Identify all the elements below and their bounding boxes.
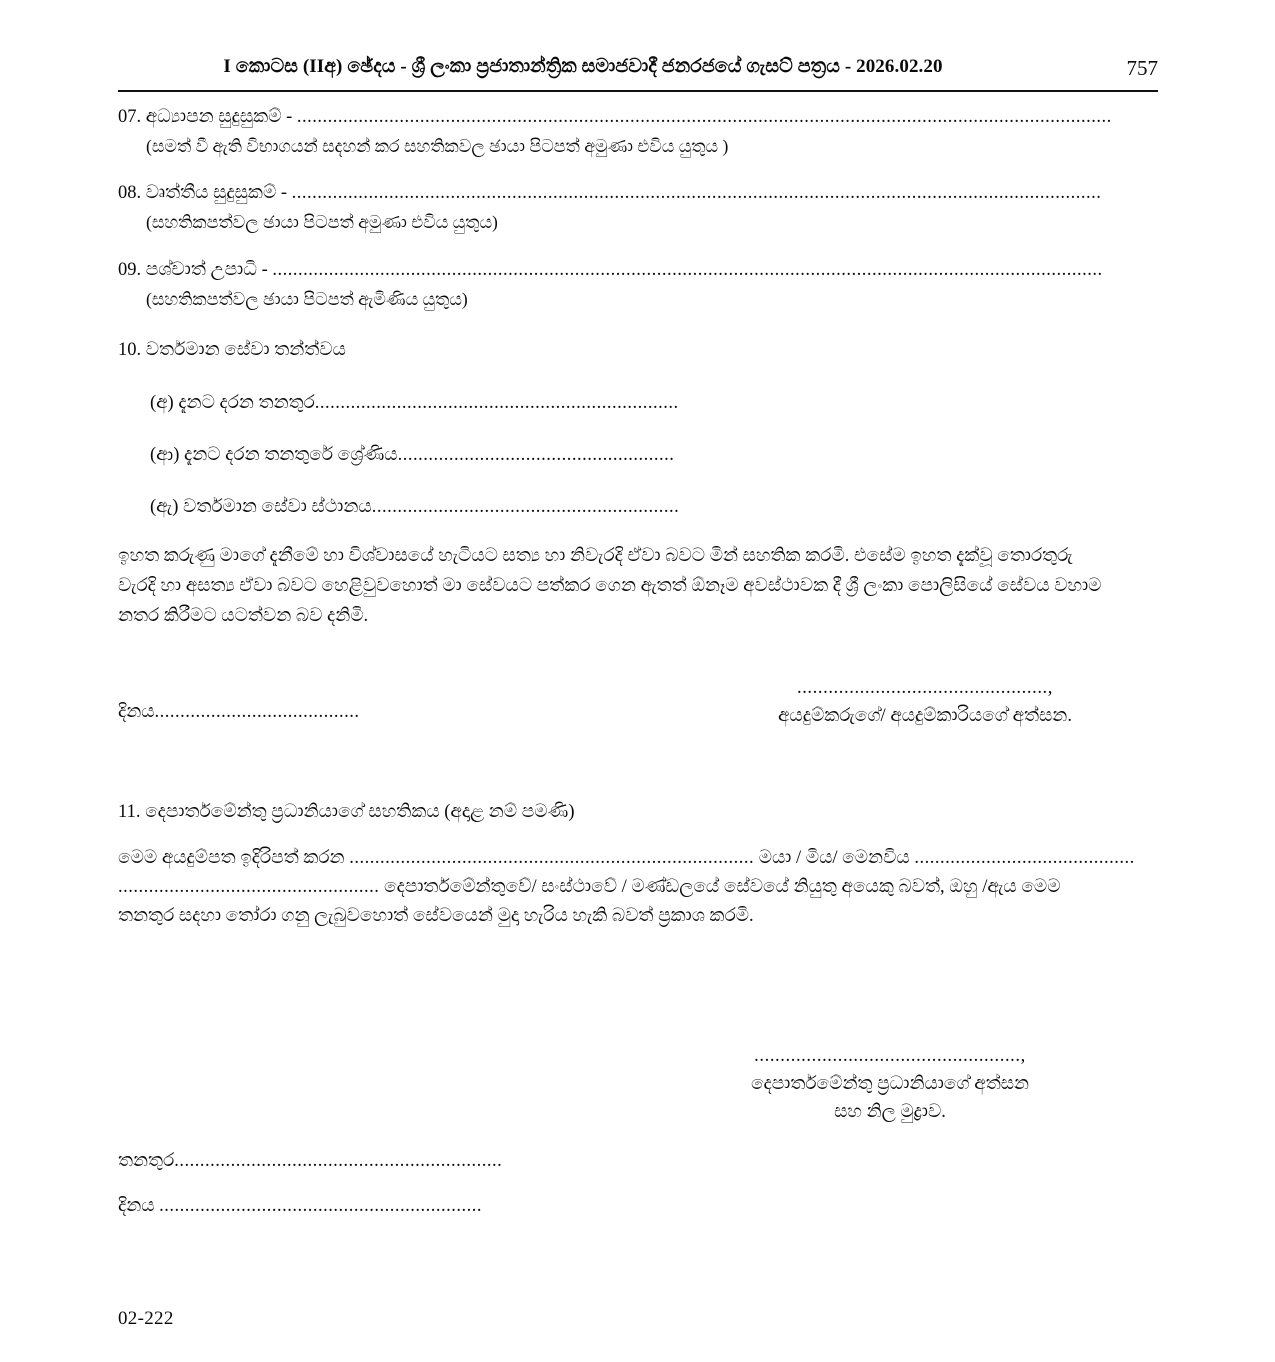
sub-item-marker: (අ) — [150, 393, 174, 413]
department-head-statement-line-2 — [118, 874, 1163, 901]
field-postgraduate-degree — [118, 257, 1158, 284]
applicant-declaration — [118, 541, 1158, 631]
section-department-head-certificate: 11. දෙපාර්තමේන්තු ප්‍රධානියාගේ සහතිකය (අදාළ නම් පමණි) — [118, 802, 575, 822]
dotted-line[interactable]: ................................................... — [118, 877, 380, 897]
field-label: 07. අධ්‍යාපන සුදුසුකම් - — [118, 107, 297, 127]
sub-item-label: දැනට දරන තනතුර — [173, 393, 315, 413]
note-education-qualifications: (සමත් වී ඇති විභාගයන් සදහන් කර සහතිකවල ඡායා පිටපත් අමුණා එවිය යුතුය ) — [146, 136, 729, 156]
dotted-line[interactable]: ............................................................................... — [349, 848, 755, 868]
header-divider — [118, 90, 1158, 92]
footer-document-code: 02-222 — [118, 1308, 174, 1329]
department-head-post-field — [118, 1148, 502, 1175]
dotted-line[interactable]: ............................................................................................................................................................... — [296, 107, 1112, 127]
applicant-signature-block — [710, 675, 1140, 731]
dotted-line[interactable]: .................................................................................................................................................................. — [272, 260, 1103, 280]
page-header — [118, 56, 1158, 90]
statement-text: දෙපාර්තමේන්තුවේ/ සංස්ථාවේ / මණ්ඩලයේ සේවයේ නියුතු අයෙකු බවත්, ඔහු /ඇය මෙම — [379, 877, 1061, 897]
field-label: 08. වෘත්තීය සුදුසුකම් - — [118, 183, 292, 203]
header-title: I කොටස (IIඅ) ඡේදය - ශ්‍රී ලංකා ප්‍රජාතාන්ත්‍රික සමාජවාදී ජනරජයේ ගැසට් පත්‍රය - 2026.02.20 — [223, 56, 943, 77]
note-professional-qualifications: (සහතිකපත්වල ඡායා පිටපත් අමුණා එවිය යුතුය) — [146, 212, 498, 232]
declaration-line-2: වැරදි හා අසත්‍ය ඒවා බවට හෙළිවුවහොත් මා සේවයට පත්කර ගෙන ඇතත් ඕනෑම අවස්ථාවක දී ශ්‍රී ලංකා පොලිසියේ සේවය වහාම — [118, 576, 1102, 596]
date-label: දිනය — [118, 1196, 160, 1216]
date-label: දිනය — [118, 702, 155, 722]
signature-dotted-line[interactable]: ................................................, — [796, 678, 1054, 698]
declaration-line-1: ඉහත කරුණු මාගේ දැනීමේ හා විශ්වාසයේ හැටියට සත්‍ය හා නිවැරදි ඒවා බවට මින් සහතික කරමි. එසේම ඉහත දැක්වූ තොරතුරු — [118, 546, 1073, 566]
field-label: 09. පශ්චාත් උපාධි - — [118, 260, 273, 280]
department-head-signature-caption: දෙපාර්තමේන්තු ප්‍රධානියාගේ අත්සන — [750, 1073, 1030, 1094]
section-current-service-status: 10. වර්තමාන සේවා තන්ත්වය — [118, 340, 346, 360]
dotted-line[interactable]: ........................................... — [914, 848, 1135, 868]
field-current-workplace — [150, 494, 679, 521]
sub-item-label: වර්තමාන සේවා ස්ථානය — [178, 497, 372, 517]
field-professional-qualifications — [118, 180, 1158, 207]
sub-item-marker: (ආ) — [150, 445, 180, 465]
sub-item-label: දැනට දරන තනතුරේ ශ්‍රේණිය — [179, 445, 398, 465]
dotted-line[interactable]: ....................................................................... — [314, 393, 679, 413]
applicant-signature-caption: අයදුම්කරුගේ/ අයදුම්කාරියගේ අත්සන. — [778, 705, 1072, 726]
signature-dotted-line[interactable]: ..................................................., — [754, 1046, 1026, 1066]
note-postgraduate-degree: (සහතිකපත්වල ඡායා පිටපත් ඇමිණිය යුතුය) — [146, 289, 468, 309]
sub-item-marker: (ඇ) — [150, 497, 179, 517]
post-label: තනතුර — [118, 1151, 175, 1171]
dotted-line[interactable]: .............................................................................................................................................................. — [291, 183, 1102, 203]
dotted-line[interactable]: ................................................................ — [174, 1151, 503, 1171]
dotted-line[interactable]: ............................................................... — [159, 1196, 483, 1216]
department-head-statement-line-1 — [118, 845, 1163, 872]
department-head-signature-block — [670, 1043, 1110, 1126]
dotted-line[interactable]: ........................................ — [154, 702, 360, 722]
field-education-qualifications — [118, 104, 1158, 131]
statement-text: මෙම අයදුම්පත ඉදිරිපත් කරන — [118, 848, 350, 868]
department-head-date-field — [118, 1193, 482, 1220]
statement-text: මයා / මිය/ මෙනවිය — [754, 848, 915, 868]
field-current-post-grade — [150, 442, 674, 469]
declaration-line-3: නතර කිරීමට යටත්වන බව දනිමි. — [118, 606, 369, 626]
dotted-line[interactable]: ...................................................... — [397, 445, 675, 465]
page-number: 757 — [1126, 56, 1158, 80]
field-current-post — [150, 390, 679, 417]
department-head-statement-line-3: තනතුර සදහා තෝරා ගනු ලැබුවහොත් සේවයෙන් මුදා හැරිය හැකි බවත් ප්‍රකාශ කරමි. — [118, 906, 754, 926]
official-seal-caption: සහ නිල මුද්‍රාව. — [834, 1101, 946, 1122]
dotted-line[interactable]: ............................................................ — [371, 497, 680, 517]
applicant-date-field — [118, 699, 360, 726]
